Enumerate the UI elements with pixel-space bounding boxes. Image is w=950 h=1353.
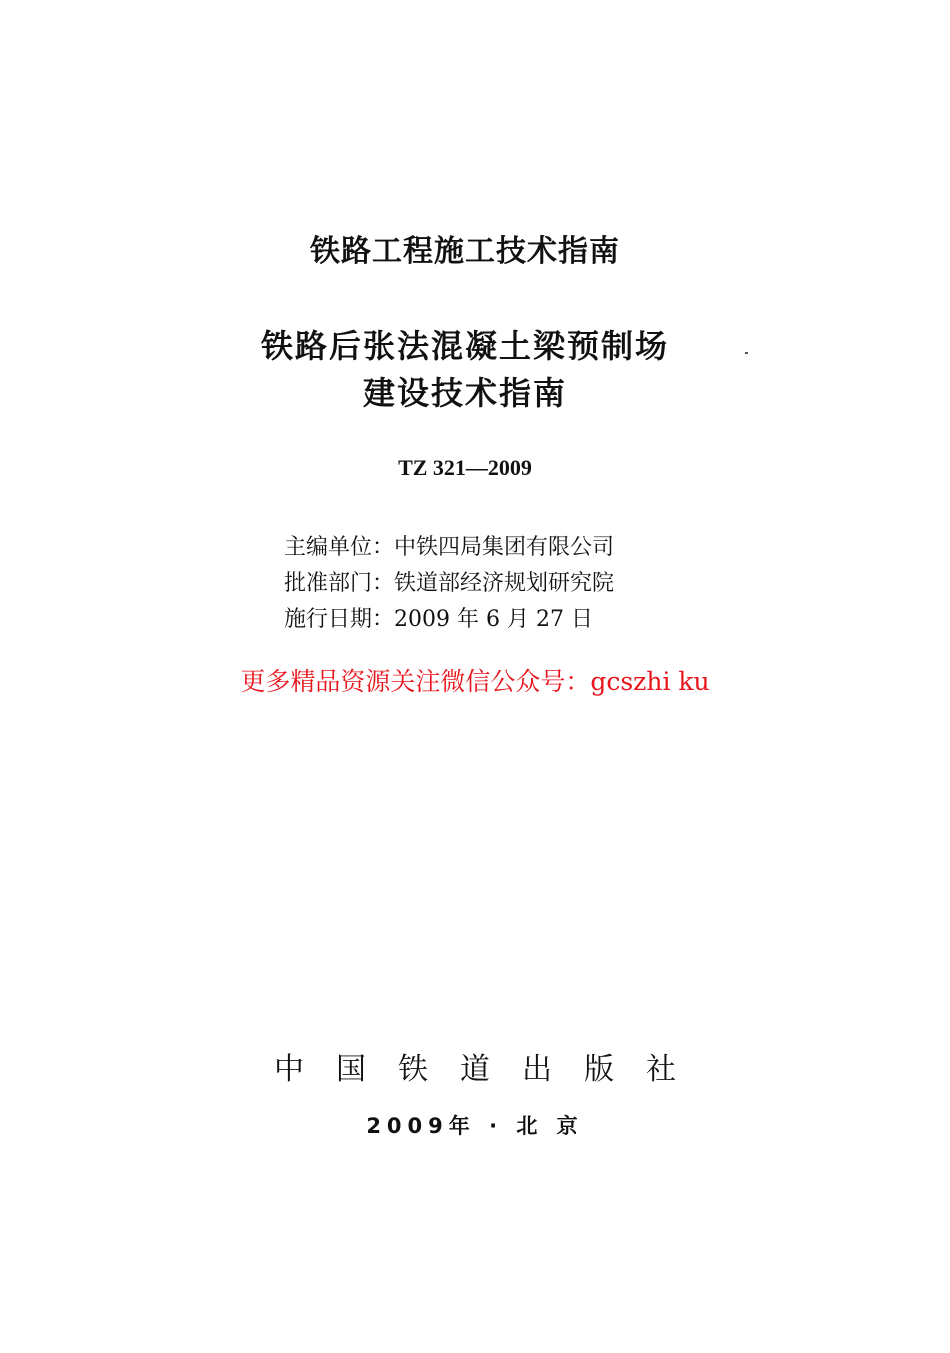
standard-code: TZ 321—2009 — [398, 455, 532, 480]
promo-watermark-text: 更多精品资源关注微信公众号：gcszhi ku — [240, 667, 710, 696]
meta-label: 主编单位： — [284, 535, 395, 560]
meta-info-block — [284, 530, 614, 638]
series-title: 铁路工程施工技术指南 — [310, 234, 620, 269]
meta-value: 铁道部经济规划研究院 — [394, 571, 615, 596]
meta-row-effective-date — [284, 602, 614, 638]
meta-label: 施行日期： — [284, 607, 395, 632]
meta-row-approver — [284, 566, 614, 602]
main-title-line-2: 建设技术指南 — [362, 374, 567, 412]
meta-value: 2009 年 6 月 27 日 — [394, 607, 593, 632]
meta-row-editor — [284, 530, 614, 566]
scan-speck — [745, 352, 748, 354]
publisher-name: 中国铁道出版社 — [274, 1052, 708, 1087]
meta-value: 中铁四局集团有限公司 — [394, 535, 615, 560]
meta-label: 批准部门： — [284, 571, 395, 596]
main-title-line-1: 铁路后张法混凝土梁预制场 — [260, 327, 669, 365]
publish-date-place: 2009年 · 北 京 — [366, 1114, 584, 1138]
